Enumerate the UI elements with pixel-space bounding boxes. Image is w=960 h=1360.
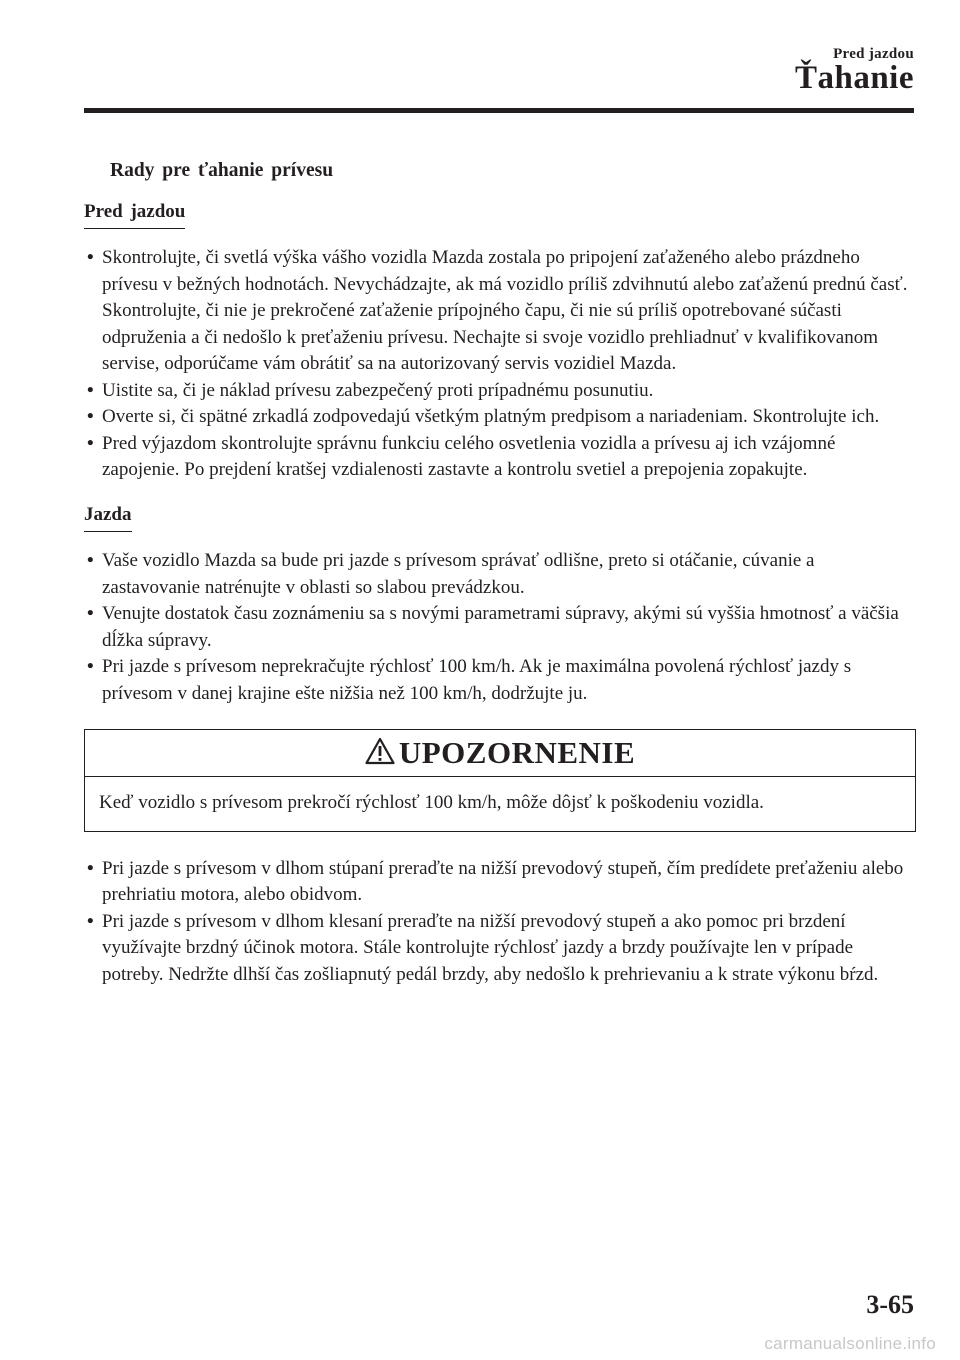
driving-section <box>84 502 916 708</box>
header-rule <box>84 108 914 113</box>
bullet-icon: • <box>87 857 94 879</box>
caution-header <box>85 730 915 777</box>
header-title: Ťahanie <box>794 60 914 96</box>
bullet-icon: • <box>87 910 94 932</box>
header-chapter: Pred jazdou <box>833 46 914 62</box>
before-driving-heading: Pred jazdou <box>84 199 185 230</box>
list-item: • Venujte dostatok času zoznámeniu sa s novými parametrami súpravy, akými sú vyššia hmotnosť a väčšia dĺžka súpravy. <box>87 603 899 651</box>
watermark: carmanualsonline.info <box>764 1334 936 1353</box>
driving-heading: Jazda <box>84 502 132 533</box>
warning-triangle-icon <box>365 737 395 765</box>
list-item: • Vaše vozidlo Mazda sa bude pri jazde s prívesom správať odlišne, preto si otáčanie, cúvanie a zastavovanie natrénujte v oblasti so slabou prevádzkou. <box>87 550 815 598</box>
caution-title: UPOZORNENIE <box>398 734 636 770</box>
page-content <box>84 158 916 988</box>
before-driving-list <box>84 245 916 484</box>
more-driving-list <box>84 856 916 989</box>
bullet-icon: • <box>87 656 94 677</box>
list-item: • Uistite sa, či je náklad prívesu zabezpečený proti prípadnému posunutiu. <box>84 378 916 405</box>
list-item: • Pred výjazdom skontrolujte správnu funkciu celého osvetlenia vozidla a prívesu aj ich vzájomné zapojenie. Po prejdení kratšej vzdialenosti zastavte a kontrolu svetiel a prepojenia zopakujte. <box>87 432 836 480</box>
before-driving-section <box>84 199 916 484</box>
list-item: • Overte si, či spätné zrkadlá zodpovedajú všetkým platným predpisom a nariadeniam. Skontrolujte ich. <box>84 404 916 431</box>
list-item: • Pri jazde s prívesom v dlhom stúpaní preraďte na nižší prevodový stupeň, čím predídete preťaženiu alebo prehriatiu motora, alebo obidvom. <box>87 857 904 905</box>
page-number: 3-65 <box>866 1290 914 1319</box>
list-item: • Pri jazde s prívesom v dlhom klesaní preraďte na nižší prevodový stupeň a ako pomoc pri brzdení využívajte brzdný účinok motora. Stále kontrolujte rýchlosť jazdy a brzdy používajte len v prípade potreby. Nedržte dlhší čas zošliapnutý pedál brzdy, aby nedošlo k prehrievaniu a k strate výkonu bŕzd. <box>87 910 879 985</box>
list-item: • Skontrolujte, či svetlá výška vášho vozidla Mazda zostala po pripojení zaťaženého alebo prázdneho prívesu v bežných hodnotách. Nevychádzajte, ak má vozidlo príliš zdvihnutú alebo zaťaženú prednú časť. Skontrolujte, či nie je prekročené zaťaženie prípojného čapu, či nie sú príliš opotrebované súčasti odpruženia a či nedošlo k preťaženiu prívesu. Nechajte si svoje vozidlo prehliadnuť v kvalifikovanom servise, odporúčame vám obrátiť sa na autorizovaný servis vozidiel Mazda. <box>87 247 908 374</box>
bullet-icon: • <box>87 432 94 454</box>
driving-list <box>84 548 916 707</box>
bullet-icon: • <box>87 550 94 571</box>
bullet-icon: • <box>87 406 94 427</box>
list-item: • Pri jazde s prívesom neprekračujte rýchlosť 100 km/h. Ak je maximálna povolená rýchlosť jazdy s prívesom v danej krajine ešte nižšia než 100 km/h, dodržujte ju. <box>87 656 852 704</box>
caution-box <box>84 729 916 832</box>
bullet-icon: • <box>87 247 94 268</box>
caution-text: Keď vozidlo s prívesom prekročí rýchlosť 100 km/h, môže dôjsť k poškodeniu vozidla. <box>99 792 764 813</box>
section-title: Rady pre ťahanie prívesu <box>110 160 334 181</box>
bullet-icon: • <box>87 379 94 401</box>
bullet-icon: • <box>87 603 94 624</box>
